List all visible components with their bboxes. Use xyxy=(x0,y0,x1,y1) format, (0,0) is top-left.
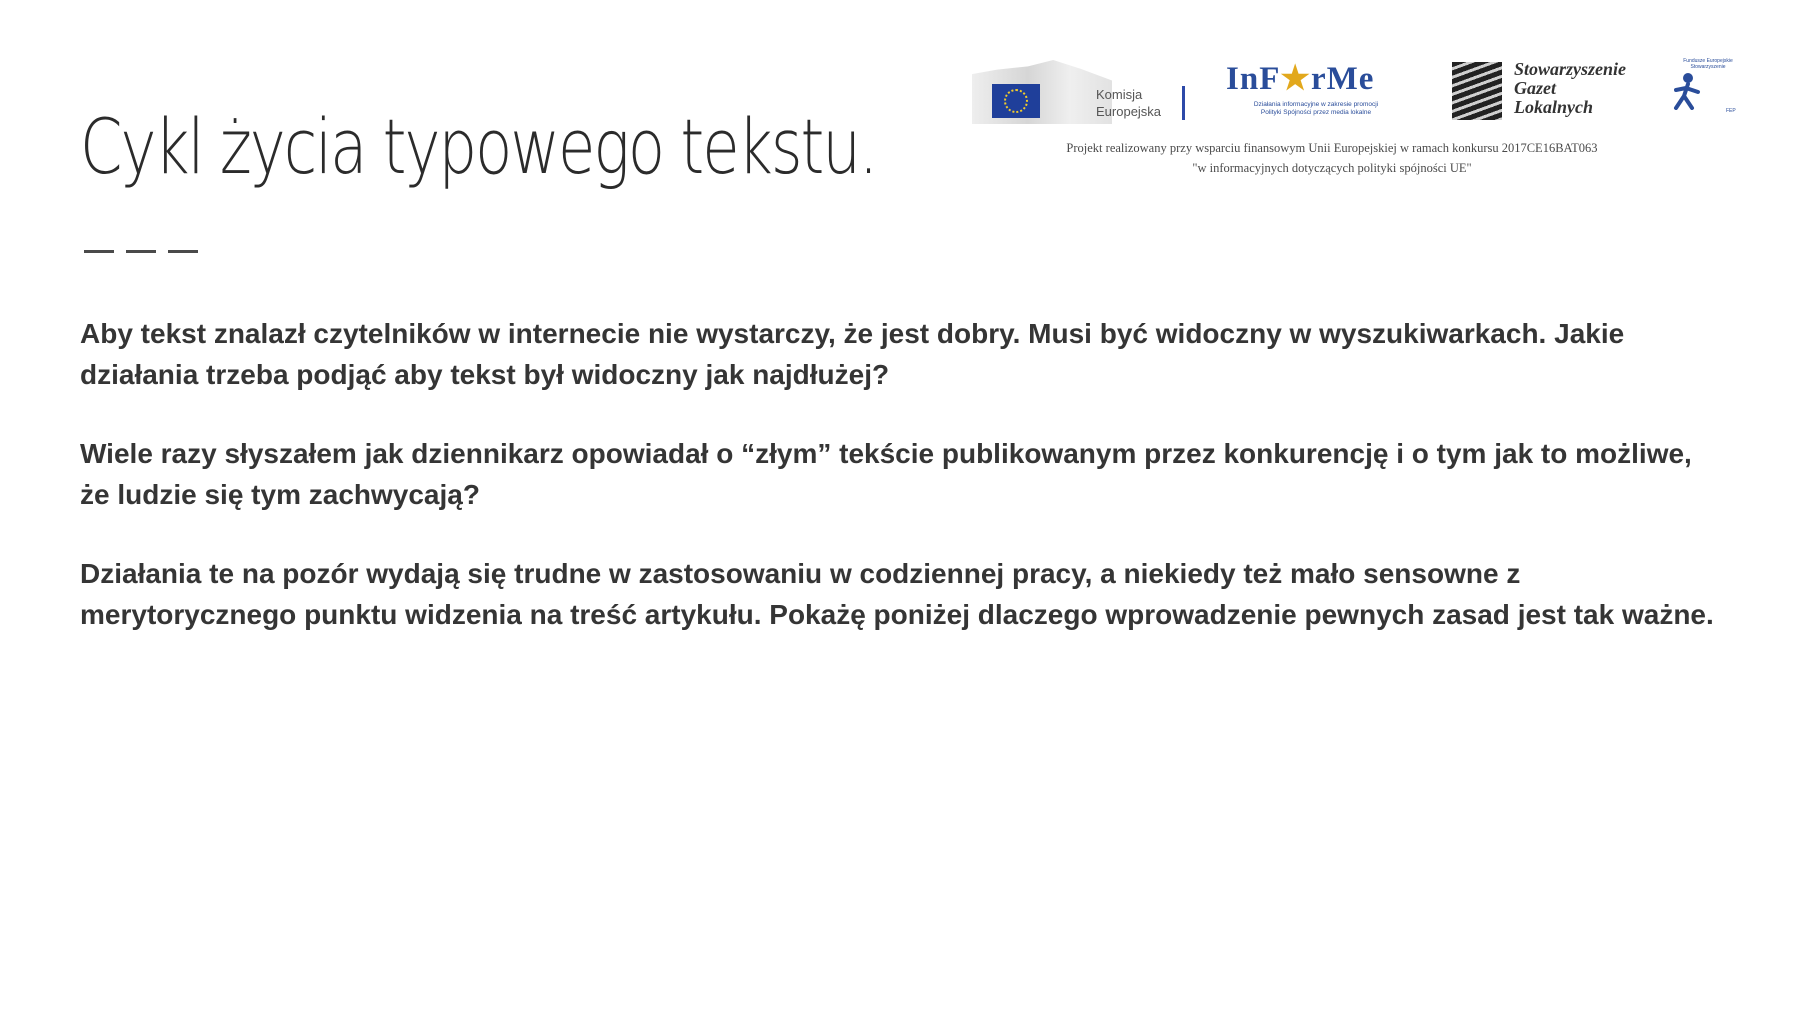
local-newspapers-association-logo xyxy=(1452,58,1652,128)
funding-caption xyxy=(972,138,1692,178)
association-name-line1: Stowarzyszenie xyxy=(1514,59,1627,79)
eu-label-line2: Europejska xyxy=(1096,104,1162,119)
body-paragraph: Aby tekst znalazł czytelników w internecie nie wystarczy, że jest dobry. Musi być widoczny w wyszukiwarkach. Jakie działania trzeba podjąć aby tekst był widoczny jak najdłużej? xyxy=(80,318,1625,390)
european-commission-logo xyxy=(972,60,1192,126)
informe-name-left: InF xyxy=(1226,61,1281,97)
informe-tagline-line1: Działania informacyjne w zakresie promocji xyxy=(1253,101,1379,108)
informe-tagline xyxy=(1226,101,1406,117)
title-divider xyxy=(84,250,200,253)
eu-label-line1: Komisja xyxy=(1096,87,1143,102)
body-paragraph: Działania te na pozór wydają się trudne w zastosowaniu w codziennej pracy, a niekiedy też mało sensowne z merytorycznego punktu widzenia na treść artykułu. Pokażę poniżej dlaczego wprowadzenie pewnych zasad jest tak ważne. xyxy=(80,558,1714,630)
body-paragraph: Wiele razy słyszałem jak dziennikarz opowiadał o “złym” tekście publikowanym przez konkurencję i o tym jak to możliwe, że ludzie się tym zachwycają? xyxy=(80,438,1692,510)
informe-logo xyxy=(1220,56,1410,126)
informe-wordmark xyxy=(1226,58,1374,98)
association-name xyxy=(1514,60,1626,117)
header-logos xyxy=(972,56,1750,186)
funding-caption-line1: Projekt realizowany przy wsparciu finansowym Unii Europejskiej w ramach konkursu 2017CE16BAT063 xyxy=(1066,141,1598,155)
slide-title: Cykl życia typowego tekstu. xyxy=(80,102,877,191)
newspaper-stack-icon xyxy=(1452,62,1502,120)
partner-logo-label xyxy=(1676,58,1740,70)
eu-accent-bar xyxy=(1182,86,1185,120)
partner-logo-footer: FEP xyxy=(1726,108,1736,114)
partner-label-line1: Fundusze Europejskie xyxy=(1683,58,1733,64)
eu-stars-icon xyxy=(1004,89,1028,113)
slide-body xyxy=(80,313,1720,673)
star-icon: ★ xyxy=(1280,61,1311,97)
walking-figure-icon xyxy=(1670,72,1706,110)
eu-flag-icon xyxy=(992,84,1040,118)
partner-logo xyxy=(1662,56,1750,126)
partner-label-line2: Stowarzyszenie xyxy=(1690,64,1726,70)
association-name-line3: Lokalnych xyxy=(1514,97,1593,117)
informe-tagline-line2: Polityki Spójności przez media lokalne xyxy=(1260,109,1372,116)
european-commission-label xyxy=(1096,86,1161,120)
association-name-line2: Gazet xyxy=(1514,78,1556,98)
informe-name-right: rMe xyxy=(1310,61,1375,97)
funding-caption-line2: "w informacyjnych dotyczących polityki spójności UE" xyxy=(1192,161,1472,175)
